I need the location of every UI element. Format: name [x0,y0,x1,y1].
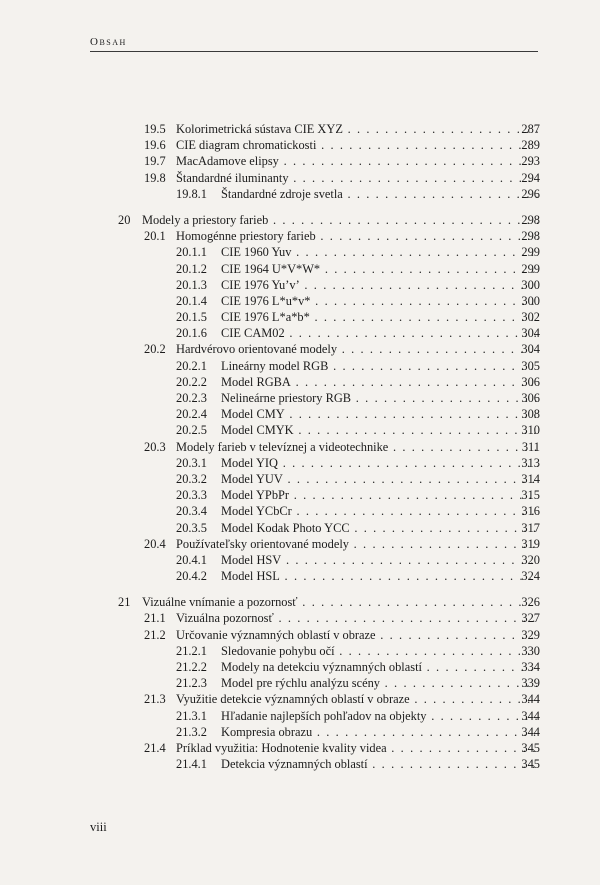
toc-number: 21.2.3 [176,676,207,691]
toc-section [0,153,600,169]
toc-title: Model Kodak Photo YCC . . . [221,520,538,536]
toc-title: Model YPbPr . . . [221,487,538,503]
toc-page: 324 [521,569,540,584]
toc-title: Model RGBA . . . [221,374,538,390]
toc-number: 21.2.2 [176,660,207,674]
toc-title: Štandardné iluminanty . . . [176,170,538,186]
toc-title: Modely farieb v televíznej a videotechnike . . . [176,439,538,455]
toc-section [0,341,600,357]
toc-page: 311 [521,439,540,454]
toc-page: 299 [521,261,540,276]
toc-title: Modely na detekciu významných oblastí . . . [221,659,538,675]
toc-section [0,740,600,756]
toc-page: 345 [521,740,540,755]
toc-number: 19.6 [144,138,166,153]
toc-title: Príklad využitia: Hodnotenie kvality videa . . . [176,740,538,756]
toc-number: 19.5 [144,122,166,136]
toc-title: Model YIQ . . . [221,455,538,471]
toc-title: Vizuálna pozornosť . . . [176,610,538,626]
toc-title: Model HSL . . . [221,568,538,584]
toc-subsection [0,261,600,277]
toc-section [0,439,600,455]
toc-number: 20.2.3 [176,391,207,405]
toc-title: Kolorimetrická sústava CIE XYZ . . . [176,121,538,137]
toc-page: 294 [521,170,540,185]
toc-page: 320 [521,552,540,567]
toc-page: 330 [521,643,540,658]
toc-page: 300 [521,293,540,308]
running-header: Obsah [90,36,538,52]
toc-subsection [0,358,600,374]
toc-title: Vizuálne vnímanie a pozornosť . . . [142,594,538,610]
toc-title: Model YCbCr . . . [221,503,538,519]
toc-section [0,137,600,153]
toc-number: 20.3.1 [176,455,207,470]
toc-number: 21 [118,595,131,610]
toc-title: Model YUV . . . [221,471,538,487]
toc-page: 300 [521,277,540,292]
toc-subsection [0,675,600,691]
toc-page: 306 [521,374,540,389]
toc-page: 314 [521,471,540,486]
toc-subsection [0,643,600,659]
toc-page: 319 [521,536,540,551]
toc-subsection [0,503,600,519]
toc-number: 21.2.1 [176,643,207,658]
toc-subsection [0,708,600,724]
toc-section [0,121,600,137]
toc-number: 21.4 [144,740,166,755]
toc-section [0,170,600,186]
toc-section [0,627,600,643]
toc-subsection [0,186,600,202]
toc-page: 316 [521,504,540,519]
toc-number: 21.3.2 [176,724,207,739]
toc-title: CIE 1960 Yuv . . . [221,244,538,260]
toc-page: 304 [521,326,540,341]
toc-subsection [0,293,600,309]
toc-number: 20.3 [144,439,166,454]
toc-number: 20.1.2 [176,261,207,276]
toc-chapter [0,212,600,228]
toc-subsection [0,390,600,406]
toc-page: 315 [521,488,540,503]
toc-subsection [0,277,600,293]
toc-number: 19.8.1 [176,186,207,201]
toc-page: 310 [521,423,540,438]
toc-number: 20.1.1 [176,245,207,260]
toc-page: 329 [521,627,540,642]
toc-number: 20.1.5 [176,310,207,325]
toc-number: 20.1.3 [176,277,207,292]
toc-page: 305 [521,358,540,373]
toc-subsection [0,374,600,390]
toc-title: CIE diagram chromatickosti . . . [176,137,538,153]
toc-title: CIE 1964 U*V*W* . . . [221,261,538,277]
toc-page: 317 [521,520,540,535]
toc-subsection [0,659,600,675]
toc-number: 20.2.5 [176,423,207,438]
toc-title: Lineárny model RGB . . . [221,358,538,374]
toc-subsection [0,422,600,438]
toc-subsection [0,520,600,536]
toc-number: 20.2 [144,342,166,357]
toc-title: Detekcia významných oblastí . . . [221,756,538,772]
toc-number: 19.8 [144,170,166,185]
toc-page: 306 [521,391,540,405]
toc-number: 21.3.1 [176,708,207,723]
toc-chapter [0,594,600,610]
toc-number: 20.1.6 [176,326,207,341]
toc-title: CIE 1976 L*u*v* . . . [221,293,538,309]
toc-number: 19.7 [144,154,166,169]
toc-page: 308 [521,407,540,422]
toc-page: 289 [521,138,540,153]
toc-page: 302 [521,310,540,325]
toc-number: 20.4.1 [176,552,207,567]
toc-number: 20.4 [144,536,166,551]
toc-title: Homogénne priestory farieb . . . [176,228,538,244]
toc-title: CIE CAM02 . . . [221,325,538,341]
toc-number: 21.3 [144,692,166,707]
toc-page: 299 [521,245,540,260]
toc-section [0,536,600,552]
toc-section [0,691,600,707]
toc-title: CIE 1976 L*a*b* . . . [221,309,538,325]
toc-section [0,610,600,626]
toc-page: 345 [521,757,540,772]
toc-page: 298 [521,212,540,227]
toc-page: 334 [521,660,540,674]
toc-page: 344 [521,692,540,707]
toc-number: 20.4.2 [176,569,207,584]
toc-number: 20.3.3 [176,488,207,503]
toc-subsection [0,309,600,325]
toc-subsection [0,724,600,740]
toc-subsection [0,471,600,487]
toc-title: Využitie detekcie významných oblastí v obraze . . . [176,691,538,707]
toc-number: 20.1.4 [176,293,207,308]
toc-number: 20.2.1 [176,358,207,373]
toc-title: CIE 1976 Yu’v’ . . . [221,277,538,293]
toc-title: MacAdamove elipsy . . . [176,153,538,169]
toc-subsection [0,325,600,341]
toc-page: 344 [521,708,540,723]
toc-subsection [0,406,600,422]
toc-title: Používateľsky orientované modely . . . [176,536,538,552]
toc-page: 313 [521,455,540,470]
toc-page: 304 [521,342,540,357]
toc-number: 20.2.4 [176,407,207,422]
toc-title: Určovanie významných oblastí v obraze . . . [176,627,538,643]
toc-number: 20.3.5 [176,520,207,535]
toc-number: 20.1 [144,229,166,244]
toc-number: 21.1 [144,611,166,626]
toc-title: Nelineárne priestory RGB . . . [221,390,538,406]
toc-number: 21.4.1 [176,757,207,772]
toc-page: 298 [521,229,540,244]
toc-page: 327 [521,611,540,626]
toc-number: 20 [118,212,131,227]
toc-subsection [0,487,600,503]
page-number: viii [90,820,107,834]
toc-subsection [0,756,600,772]
toc-title: Sledovanie pohybu očí . . . [221,643,538,659]
toc-title: Štandardné zdroje svetla . . . [221,186,538,202]
toc-section [0,228,600,244]
toc-page: 344 [521,724,540,739]
toc-title: Model CMYK . . . [221,422,538,438]
toc-title: Kompresia obrazu . . . [221,724,538,740]
toc-title: Hardvérovo orientované modely . . . [176,341,538,357]
toc-page: 293 [521,154,540,169]
toc-subsection [0,244,600,260]
toc-page: 326 [521,595,540,610]
toc-subsection [0,455,600,471]
toc-number: 20.2.2 [176,374,207,389]
toc-title: Hľadanie najlepších pohľadov na objekty . . . [221,708,538,724]
toc-title: Modely a priestory farieb . . . [142,212,538,228]
toc-page: 296 [521,186,540,201]
toc-number: 20.3.4 [176,504,207,519]
toc-subsection [0,568,600,584]
toc-title: Model pre rýchlu analýzu scény . . . [221,675,538,691]
toc-page: 339 [521,676,540,691]
toc-subsection [0,552,600,568]
table-of-contents [0,121,600,772]
toc-title: Model HSV . . . [221,552,538,568]
toc-number: 20.3.2 [176,471,207,486]
toc-title: Model CMY . . . [221,406,538,422]
toc-number: 21.2 [144,627,166,642]
toc-page: 287 [521,122,540,136]
